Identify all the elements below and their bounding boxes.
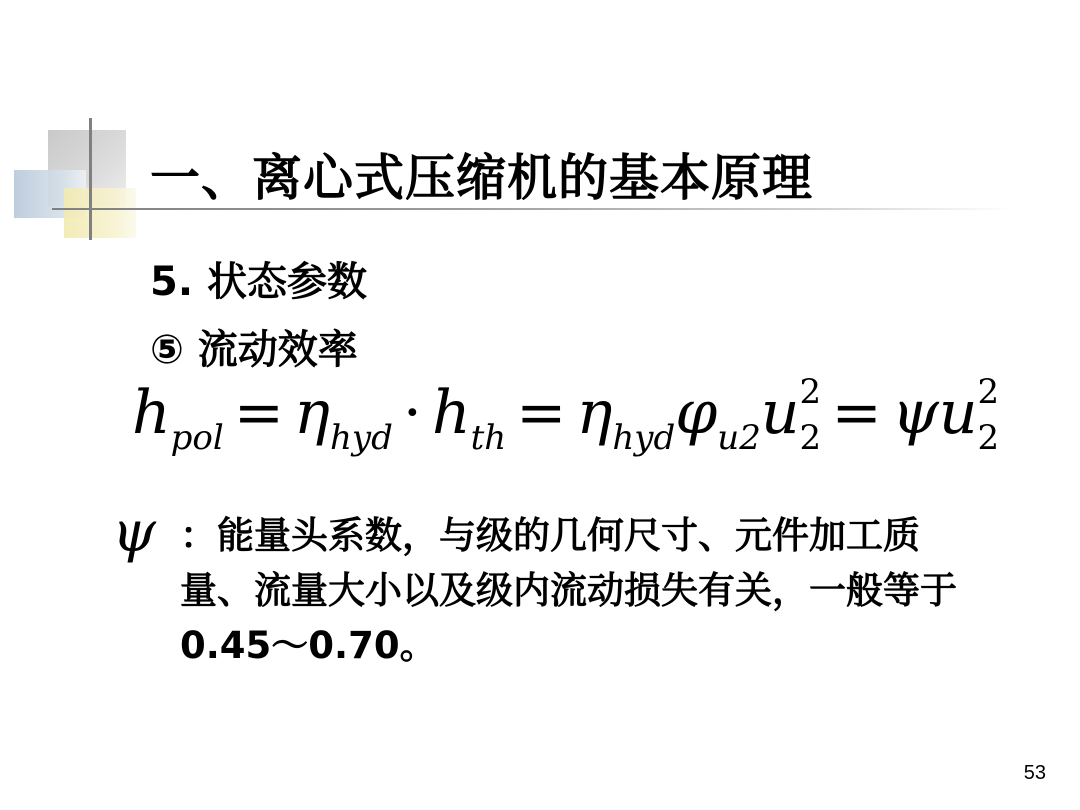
formula-sup-2-2: 2 — [977, 372, 1000, 412]
formula-sup-2-1: 2 — [799, 372, 822, 412]
formula-sub-hyd-2: hyd — [612, 418, 676, 458]
corner-vertical-line — [89, 118, 92, 240]
formula-u-2: u — [938, 378, 978, 448]
formula-supsub-1 — [799, 372, 822, 458]
psi-symbol: ψ — [112, 500, 156, 565]
formula-equals-1: = — [233, 378, 285, 448]
polytropic-head-formula — [132, 372, 1000, 468]
formula-eta-1: η — [294, 378, 330, 448]
formula-equals-2: = — [516, 378, 567, 448]
corner-decoration-yellow — [64, 188, 136, 238]
formula-h-th: h — [431, 378, 471, 448]
formula-dot: · — [402, 378, 422, 448]
psi-description: ：能量头系数，与级的几何尺寸、元件加工质量、流量大小以及级内流动损失有关，一般等于0.45～0.70。 — [180, 514, 957, 667]
formula-u-1: u — [760, 378, 800, 448]
formula-sub-hyd-1: hyd — [330, 418, 393, 458]
formula-sub-th: th — [470, 418, 507, 458]
item-heading: ⑤ 流动效率 — [150, 327, 358, 373]
formula-sub-u2: u2 — [717, 418, 761, 458]
formula-sub-2-2: 2 — [977, 418, 1000, 458]
formula-psi: ψ — [891, 378, 939, 448]
page-number: 53 — [1023, 762, 1046, 784]
formula-eta-2: η — [576, 378, 613, 448]
formula-h: h — [132, 378, 171, 448]
formula-supsub-2 — [977, 372, 1000, 458]
formula-sub-2-1: 2 — [799, 418, 822, 458]
slide-title: 一、离心式压缩机的基本原理 — [150, 149, 813, 207]
formula-phi: φ — [675, 378, 718, 448]
formula-sub-pol: pol — [170, 418, 224, 458]
formula-equals-3: = — [831, 378, 882, 448]
section-heading: 5. 状态参数 — [150, 259, 367, 305]
